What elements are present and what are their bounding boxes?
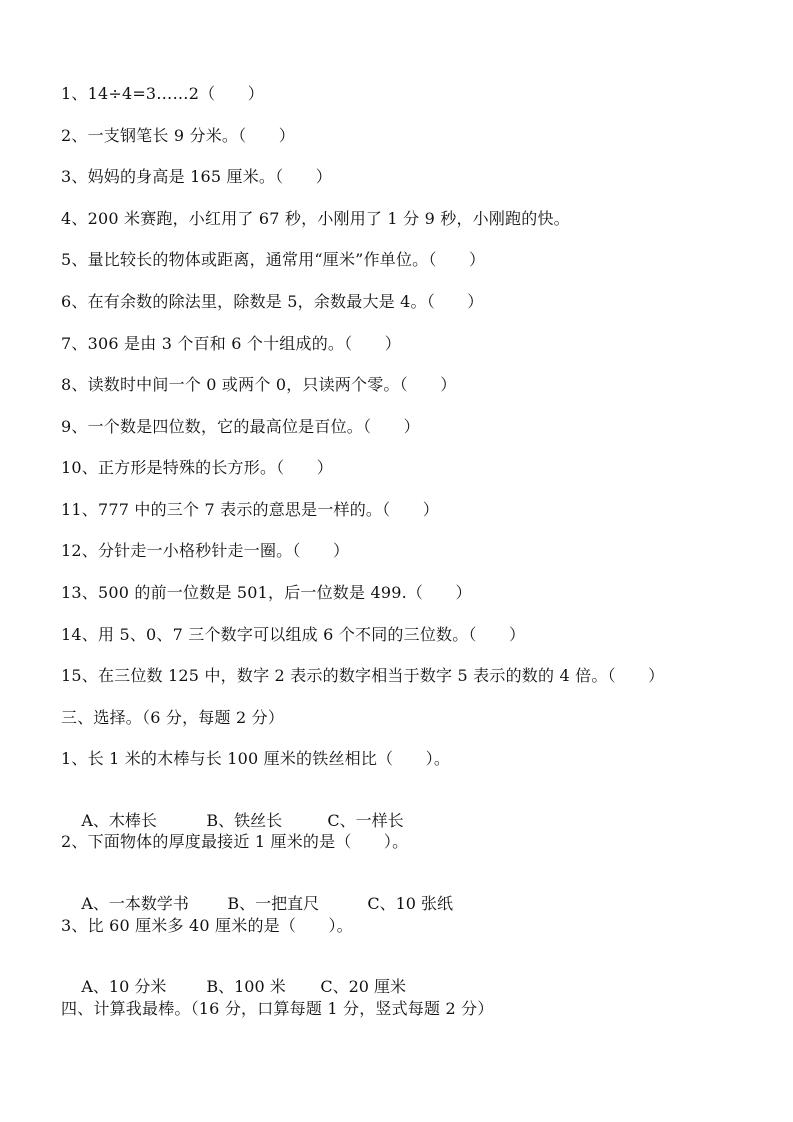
choice-1-option-a: A、木棒长 xyxy=(81,811,157,830)
section-4-heading: 四、计算我最棒。（16 分，口算每题 1 分，竖式每题 2 分） xyxy=(61,999,494,1018)
judgment-item-10: 10、正方形是特殊的长方形。（ ） xyxy=(61,458,333,477)
judgment-item-9: 9、一个数是四位数，它的最高位是百位。（ ） xyxy=(61,417,420,436)
section-3-heading: 三、选择。（6 分，每题 2 分） xyxy=(61,708,285,727)
choice-question-3: 3、比 60 厘米多 40 厘米的是（ ）。 xyxy=(61,916,353,935)
choice-3-option-a: A、10 分米 xyxy=(81,977,167,996)
judgment-item-11: 11、777 中的三个 7 表示的意思是一样的。（ ） xyxy=(61,500,439,519)
choice-2-option-b: B、一把直尺 xyxy=(227,894,320,913)
choice-question-1: 1、长 1 米的木棒与长 100 厘米的铁丝相比（ ）。 xyxy=(61,749,451,768)
judgment-item-5: 5、量比较长的物体或距离，通常用“厘米”作单位。（ ） xyxy=(61,250,486,269)
choice-3-option-c: C、20 厘米 xyxy=(320,977,407,996)
judgment-item-12: 12、分针走一小格秒针走一圈。（ ） xyxy=(61,541,350,560)
judgment-item-1: 1、14÷4=3……2（ ） xyxy=(61,84,264,103)
judgment-item-7: 7、306 是由 3 个百和 6 个十组成的。（ ） xyxy=(61,334,401,353)
judgment-item-3: 3、妈妈的身高是 165 厘米。（ ） xyxy=(61,167,332,186)
judgment-item-15: 15、在三位数 125 中，数字 2 表示的数字相当于数字 5 表示的数的 4 倍。（ ） xyxy=(61,666,665,685)
judgment-item-2: 2、一支钢笔长 9 分米。（ ） xyxy=(61,126,295,145)
choice-3-option-b: B、100 米 xyxy=(206,977,286,996)
choice-question-2: 2、下面物体的厚度最接近 1 厘米的是（ ）。 xyxy=(61,832,409,851)
choice-1-option-b: B、铁丝长 xyxy=(206,811,283,830)
choice-1-option-c: C、一样长 xyxy=(327,811,404,830)
judgment-item-8: 8、读数时中间一个 0 或两个 0，只读两个零。（ ） xyxy=(61,375,457,394)
choice-2-option-c: C、10 张纸 xyxy=(367,894,454,913)
judgment-item-6: 6、在有余数的除法里，除数是 5，余数最大是 4。（ ） xyxy=(61,292,484,311)
choice-2-option-a: A、一本数学书 xyxy=(81,894,189,913)
judgment-item-14: 14、用 5、0、7 三个数字可以组成 6 个不同的三位数。（ ） xyxy=(61,625,526,644)
judgment-item-13: 13、500 的前一位数是 501，后一位数是 499.（ ） xyxy=(61,583,472,602)
judgment-item-4: 4、200 米赛跑，小红用了 67 秒，小刚用了 1 分 9 秒，小刚跑的快。 xyxy=(61,209,570,228)
